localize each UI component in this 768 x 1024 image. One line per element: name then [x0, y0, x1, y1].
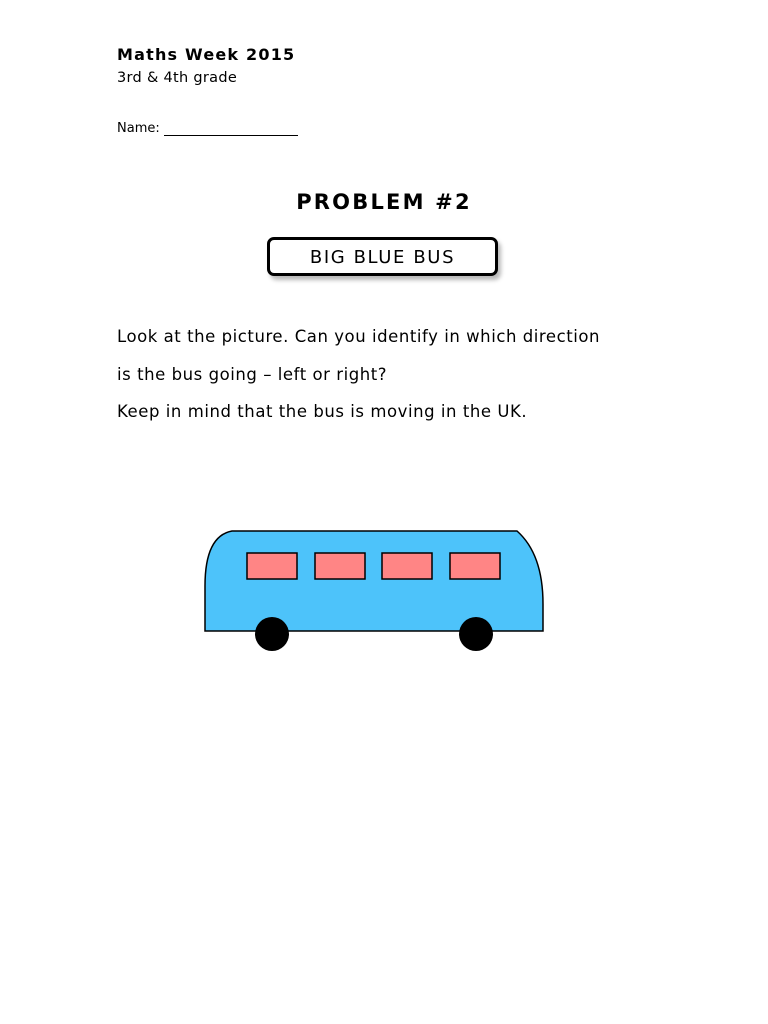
- question-line-1: Look at the picture. Can you identify in which direction: [117, 327, 601, 346]
- name-field: [117, 121, 298, 136]
- name-label: Name:: [117, 121, 160, 136]
- bus-body: [205, 531, 543, 631]
- problem-subtitle-box: [267, 237, 498, 276]
- bus-wheel: [459, 617, 493, 651]
- bus-window: [450, 553, 500, 579]
- name-blank-line: [164, 123, 298, 136]
- bus-window: [382, 553, 432, 579]
- question-line-2: is the bus going – left or right?: [117, 364, 388, 384]
- problem-subtitle: BIG BLUE BUS: [309, 246, 456, 268]
- grade-level: 3rd & 4th grade: [117, 70, 238, 86]
- bus-illustration: [200, 526, 550, 656]
- question-line-3: Keep in mind that the bus is moving in the UK.: [117, 402, 528, 421]
- bus-window: [315, 553, 365, 579]
- problem-title: PROBLEM #2: [296, 190, 472, 214]
- bus-window: [247, 553, 297, 579]
- question-text: [117, 318, 677, 431]
- bus-wheel: [255, 617, 289, 651]
- worksheet-title: Maths Week 2015: [117, 45, 296, 64]
